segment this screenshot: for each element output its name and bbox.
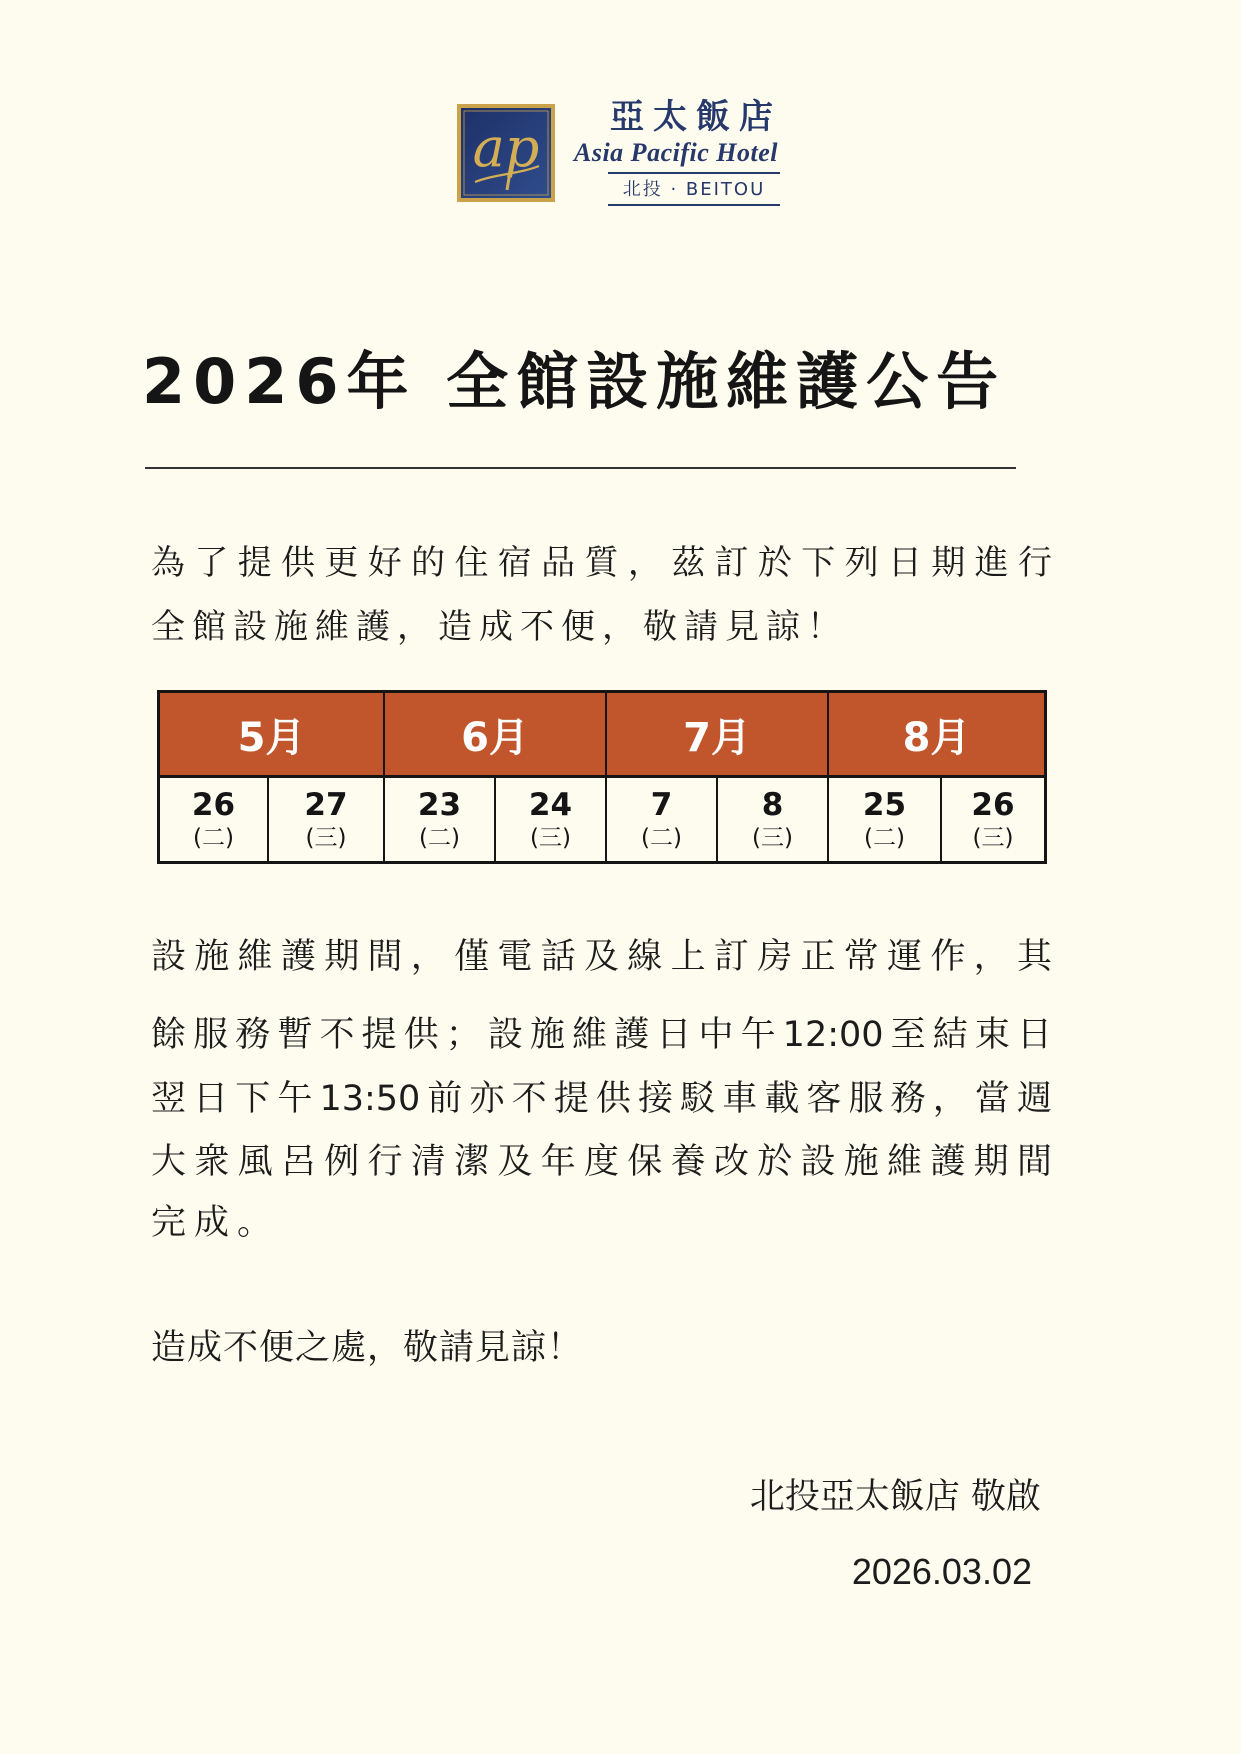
detail-line: 翌日下午13:50前亦不提供接駁車載客服務，當週	[151, 1079, 1052, 1119]
day-weekday: (三)	[972, 824, 1014, 851]
day-weekday: (二)	[864, 824, 905, 851]
logo-divider-bottom	[608, 204, 780, 206]
logo-monogram: ap	[472, 116, 540, 179]
detail-line: 完成。	[151, 1203, 281, 1243]
day-date: 26	[191, 786, 236, 823]
notice-title: 2026年 全館設施維護公告	[142, 345, 1007, 418]
logo-name-zh: 亞太飯店	[610, 97, 782, 137]
day-cell	[827, 775, 940, 861]
month-header: 8月	[827, 693, 1044, 775]
detail-line: 設施維護期間，僅電話及線上訂房正常運作，其	[151, 937, 1052, 977]
day-weekday: (二)	[641, 824, 682, 851]
hotel-logo-mark	[457, 104, 555, 202]
day-cell	[940, 775, 1044, 861]
intro-line: 為了提供更好的住宿品質，茲訂於下列日期進行	[151, 543, 1052, 583]
detail-line: 大衆風呂例行清潔及年度保養改於設施維護期間	[151, 1142, 1052, 1182]
notice-date: 2026.03.02	[851, 1551, 1032, 1592]
day-weekday: (三)	[752, 824, 793, 851]
day-date: 23	[417, 786, 462, 823]
day-date: 8	[761, 786, 784, 823]
logo-divider-top	[608, 172, 780, 174]
logo-location: 北投 · BEITOU	[622, 179, 766, 200]
day-cell	[716, 775, 827, 861]
month-header: 5月	[160, 693, 383, 775]
day-weekday: (三)	[530, 824, 571, 851]
day-cell	[605, 775, 716, 861]
detail-line: 餘服務暫不提供；設施維護日中午12:00至結束日	[151, 1015, 1052, 1055]
day-weekday: (二)	[419, 824, 460, 851]
month-header: 6月	[383, 693, 605, 775]
day-date: 7	[650, 786, 673, 823]
day-date: 26	[971, 786, 1015, 823]
month-header: 7月	[605, 693, 827, 775]
closing-line: 造成不便之處，敬請見諒！	[151, 1328, 584, 1368]
day-date: 24	[528, 786, 573, 823]
day-date: 25	[862, 786, 907, 823]
signature: 北投亞太飯店 敬啟	[749, 1477, 1041, 1517]
day-cell	[160, 775, 267, 861]
title-divider	[145, 467, 1016, 469]
day-date: 27	[304, 786, 348, 823]
logo-name-en: Asia Pacific Hotel	[574, 138, 778, 167]
day-cell	[383, 775, 494, 861]
maintenance-schedule-table	[157, 690, 1047, 864]
day-cell	[267, 775, 383, 861]
day-weekday: (二)	[193, 824, 234, 851]
day-weekday: (三)	[305, 824, 347, 851]
day-cell	[494, 775, 605, 861]
intro-line: 全館設施維護，造成不便，敬請見諒！	[151, 607, 848, 647]
